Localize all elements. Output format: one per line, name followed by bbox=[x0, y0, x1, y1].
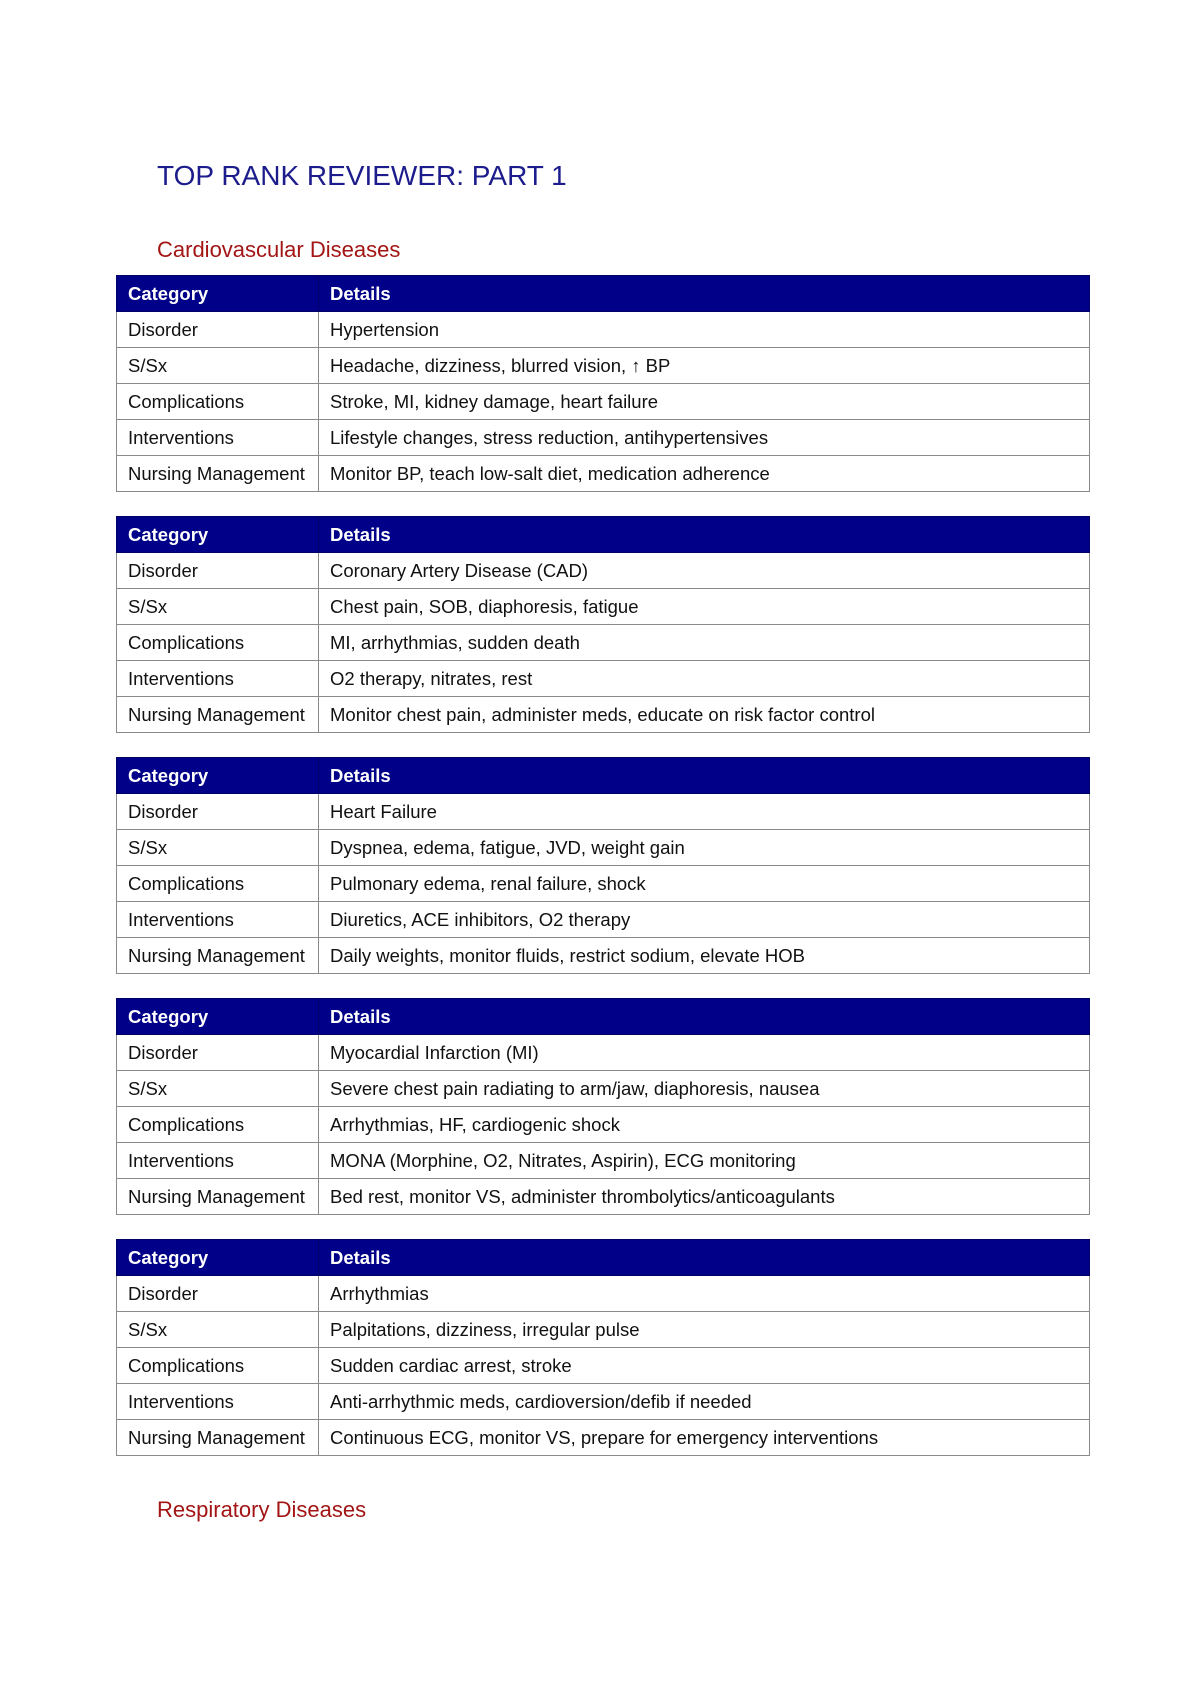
row-value-interventions: Lifestyle changes, stress reduction, antihypertensives bbox=[319, 420, 1090, 456]
row-value-disorder: Heart Failure bbox=[319, 794, 1090, 830]
table-row bbox=[117, 625, 1090, 661]
table-row bbox=[117, 1179, 1090, 1215]
table-row bbox=[117, 1035, 1090, 1071]
table-header-row bbox=[117, 517, 1090, 553]
header-category: Category bbox=[117, 517, 319, 553]
header-category: Category bbox=[117, 276, 319, 312]
row-label-disorder: Disorder bbox=[117, 794, 319, 830]
table-row bbox=[117, 553, 1090, 589]
table-row bbox=[117, 589, 1090, 625]
header-details: Details bbox=[319, 758, 1090, 794]
row-label-ssx: S/Sx bbox=[117, 589, 319, 625]
header-category: Category bbox=[117, 1240, 319, 1276]
row-value-complications: MI, arrhythmias, sudden death bbox=[319, 625, 1090, 661]
header-details: Details bbox=[319, 276, 1090, 312]
disorder-table-heart-failure bbox=[116, 757, 1090, 974]
table-row bbox=[117, 1143, 1090, 1179]
row-label-nursing: Nursing Management bbox=[117, 938, 319, 974]
row-label-interventions: Interventions bbox=[117, 1143, 319, 1179]
row-label-complications: Complications bbox=[117, 866, 319, 902]
table-row bbox=[117, 661, 1090, 697]
row-value-ssx: Dyspnea, edema, fatigue, JVD, weight gain bbox=[319, 830, 1090, 866]
row-value-ssx: Headache, dizziness, blurred vision, ↑ BP bbox=[319, 348, 1090, 384]
row-label-interventions: Interventions bbox=[117, 1384, 319, 1420]
table-row bbox=[117, 938, 1090, 974]
disorder-table-cad bbox=[116, 516, 1090, 733]
row-value-nursing: Monitor BP, teach low-salt diet, medication adherence bbox=[319, 456, 1090, 492]
row-label-nursing: Nursing Management bbox=[117, 1420, 319, 1456]
row-label-ssx: S/Sx bbox=[117, 830, 319, 866]
section-heading-respiratory: Respiratory Diseases bbox=[157, 1497, 367, 1522]
row-value-interventions: Diuretics, ACE inhibitors, O2 therapy bbox=[319, 902, 1090, 938]
row-label-disorder: Disorder bbox=[117, 553, 319, 589]
row-label-complications: Complications bbox=[117, 384, 319, 420]
table-row bbox=[117, 794, 1090, 830]
table-row bbox=[117, 312, 1090, 348]
row-label-disorder: Disorder bbox=[117, 1276, 319, 1312]
row-value-interventions: O2 therapy, nitrates, rest bbox=[319, 661, 1090, 697]
table-row bbox=[117, 1107, 1090, 1143]
row-label-complications: Complications bbox=[117, 1348, 319, 1384]
row-label-interventions: Interventions bbox=[117, 661, 319, 697]
row-value-disorder: Arrhythmias bbox=[319, 1276, 1090, 1312]
table-row bbox=[117, 1276, 1090, 1312]
page-title: TOP RANK REVIEWER: PART 1 bbox=[157, 160, 567, 191]
disorder-table-mi bbox=[116, 998, 1090, 1215]
table-row bbox=[117, 866, 1090, 902]
table-row bbox=[117, 902, 1090, 938]
header-details: Details bbox=[319, 517, 1090, 553]
table-row bbox=[117, 348, 1090, 384]
table-row bbox=[117, 830, 1090, 866]
row-value-disorder: Myocardial Infarction (MI) bbox=[319, 1035, 1090, 1071]
row-label-ssx: S/Sx bbox=[117, 348, 319, 384]
row-value-ssx: Palpitations, dizziness, irregular pulse bbox=[319, 1312, 1090, 1348]
row-label-complications: Complications bbox=[117, 1107, 319, 1143]
row-value-disorder: Hypertension bbox=[319, 312, 1090, 348]
table-header-row bbox=[117, 276, 1090, 312]
row-label-interventions: Interventions bbox=[117, 420, 319, 456]
row-value-nursing: Daily weights, monitor fluids, restrict sodium, elevate HOB bbox=[319, 938, 1090, 974]
row-value-ssx: Severe chest pain radiating to arm/jaw, diaphoresis, nausea bbox=[319, 1071, 1090, 1107]
row-value-disorder: Coronary Artery Disease (CAD) bbox=[319, 553, 1090, 589]
table-row bbox=[117, 420, 1090, 456]
row-value-nursing: Monitor chest pain, administer meds, educate on risk factor control bbox=[319, 697, 1090, 733]
table-row bbox=[117, 384, 1090, 420]
row-value-complications: Arrhythmias, HF, cardiogenic shock bbox=[319, 1107, 1090, 1143]
header-details: Details bbox=[319, 999, 1090, 1035]
row-label-ssx: S/Sx bbox=[117, 1071, 319, 1107]
row-label-disorder: Disorder bbox=[117, 312, 319, 348]
row-label-complications: Complications bbox=[117, 625, 319, 661]
table-row bbox=[117, 1312, 1090, 1348]
disorder-table-hypertension bbox=[116, 275, 1090, 492]
header-details: Details bbox=[319, 1240, 1090, 1276]
row-value-nursing: Continuous ECG, monitor VS, prepare for emergency interventions bbox=[319, 1420, 1090, 1456]
disorder-tables bbox=[116, 275, 1089, 1480]
table-header-row bbox=[117, 1240, 1090, 1276]
row-label-interventions: Interventions bbox=[117, 902, 319, 938]
header-category: Category bbox=[117, 999, 319, 1035]
header-category: Category bbox=[117, 758, 319, 794]
row-label-nursing: Nursing Management bbox=[117, 1179, 319, 1215]
disorder-table-arrhythmias bbox=[116, 1239, 1090, 1456]
row-label-nursing: Nursing Management bbox=[117, 697, 319, 733]
table-row bbox=[117, 1420, 1090, 1456]
table-header-row bbox=[117, 758, 1090, 794]
row-value-complications: Sudden cardiac arrest, stroke bbox=[319, 1348, 1090, 1384]
row-label-disorder: Disorder bbox=[117, 1035, 319, 1071]
table-header-row bbox=[117, 999, 1090, 1035]
row-value-interventions: Anti-arrhythmic meds, cardioversion/defib if needed bbox=[319, 1384, 1090, 1420]
row-value-ssx: Chest pain, SOB, diaphoresis, fatigue bbox=[319, 589, 1090, 625]
row-value-nursing: Bed rest, monitor VS, administer thrombolytics/anticoagulants bbox=[319, 1179, 1090, 1215]
row-label-ssx: S/Sx bbox=[117, 1312, 319, 1348]
table-row bbox=[117, 1384, 1090, 1420]
row-value-interventions: MONA (Morphine, O2, Nitrates, Aspirin), ECG monitoring bbox=[319, 1143, 1090, 1179]
section-heading-cardiovascular: Cardiovascular Diseases bbox=[157, 237, 401, 262]
table-row bbox=[117, 1071, 1090, 1107]
row-label-nursing: Nursing Management bbox=[117, 456, 319, 492]
table-row bbox=[117, 1348, 1090, 1384]
row-value-complications: Stroke, MI, kidney damage, heart failure bbox=[319, 384, 1090, 420]
row-value-complications: Pulmonary edema, renal failure, shock bbox=[319, 866, 1090, 902]
table-row bbox=[117, 697, 1090, 733]
table-row bbox=[117, 456, 1090, 492]
